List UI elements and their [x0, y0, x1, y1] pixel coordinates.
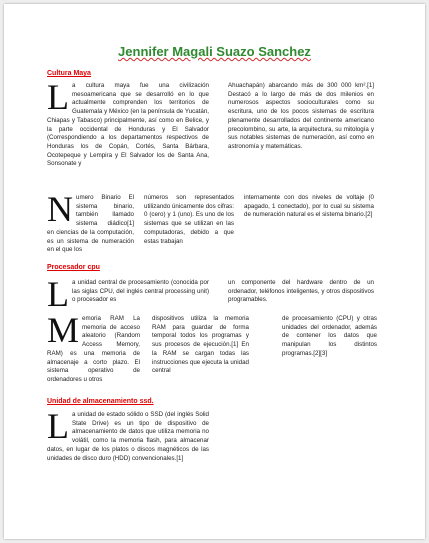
section-heading-ssd: Unidad de almacenamiento ssd.: [47, 398, 154, 405]
ram-column-1: [47, 310, 140, 385]
ram-text-2: dispositivos utiliza la memoria RAM para guardar de forma temporal todos los programas y sus procesos de ejecución.[1] En la RAM se cargan todas las instrucciones que ejecuta la unidad central: [152, 315, 249, 375]
document-page: [4, 4, 425, 539]
ssd-column-1: [47, 406, 209, 463]
ssd-text-1: a unidad de estado sólido o SSD (del inglés Solid State Drive) es un tipo de dispositivo de almacenamiento de datos que utiliza memoria no volátil, como la memoria flash, para almacenar datos, en lugar de los platos o discos magnéticos de las unidades de disco duro (HDD) convencionales.[1]: [47, 411, 209, 462]
dropcap-m: M: [47, 310, 80, 350]
cultura-maya-column-2: [228, 82, 374, 152]
procesador-column-2: [228, 279, 374, 305]
binario-column-2: [144, 194, 234, 246]
ram-column-3: [282, 315, 377, 359]
procesador-column-1: [47, 274, 209, 314]
ram-text-1: emoria RAM La memoria de acceso aleatorio (Random Access Memory, RAM) es una memoria de almacenaje a corto plazo. El sistema operativo de ordenadores u otros: [47, 315, 140, 383]
dropcap-l-2: L: [47, 274, 69, 314]
procesador-text-1: a unidad central de procesamiento (conocida por las siglas CPU, del inglés central processing unit) o procesador es: [72, 279, 209, 304]
cultura-maya-text-1: a cultura maya fue una civilización mesoamericana que se desarrolló en lo que actualmente comprenden los territorios de Guatemala y México (en la península de Yucatán, Chiapas y Tabasco) principalmente, así como en Belice, y la parte occidental de Honduras y El Salvador (Correspondiendo a los departamentos respectivos de Honduras los de Copán, Cortés, Santa Bárbara, Ocotepeque y Lempira y El Salvador los de Santa Ana, Sonsonate y: [47, 82, 209, 168]
document-title: Jennifer Magali Suazo Sanchez: [118, 44, 311, 59]
cultura-maya-column-1: [47, 77, 209, 169]
binario-column-1: [47, 189, 134, 255]
dropcap-l-3: L: [47, 406, 69, 446]
binario-column-3: [244, 194, 374, 220]
binario-text-2: números son representados utilizando únicamente dos cifras: 0 (cero) y 1 (uno). Es uno de los sistemas que se utilizan en las computadoras, debido a que estas trabajan: [144, 194, 234, 245]
dropcap-n: N: [47, 189, 73, 229]
procesador-text-2: un componente del hardware dentro de un ordenador, teléfonos inteligentes, y otros dispositivos programables.: [228, 279, 374, 304]
binario-text-1: umero Binario El sistema binario, también llamado sistema diádico[1] en ciencias de la computación, es un sistema de numeración en el que los: [47, 194, 134, 254]
dropcap-l: L: [47, 77, 69, 117]
section-heading-cultura-maya: Cultura Maya: [47, 70, 91, 77]
section-heading-procesador: Procesador cpu: [47, 264, 100, 271]
ram-text-3: de procesamiento (CPU) y otras unidades del ordenador, además de contener los datos que manipulan los distintos programas.[2][3]: [282, 315, 377, 357]
cultura-maya-text-2: Ahuachapán) abarcando más de 300 000 km².[1] Destacó a lo largo de más de dos milenios en numerosos aspectos socioculturales como su escritura, uno de los pocos sistemas de escritura plenamente desarrollados del continente americano precolombino, su arte, la arquitectura, su mitología y sus notables sistemas de numeración, así como en astronomía y matemáticas.: [228, 82, 374, 150]
ram-column-2: [152, 315, 249, 376]
binario-text-3: internamente con dos niveles de voltaje (0 apagado, 1 conectado), por lo cual su sistema de numeración natural es el sistema binario.[2]: [244, 194, 374, 219]
